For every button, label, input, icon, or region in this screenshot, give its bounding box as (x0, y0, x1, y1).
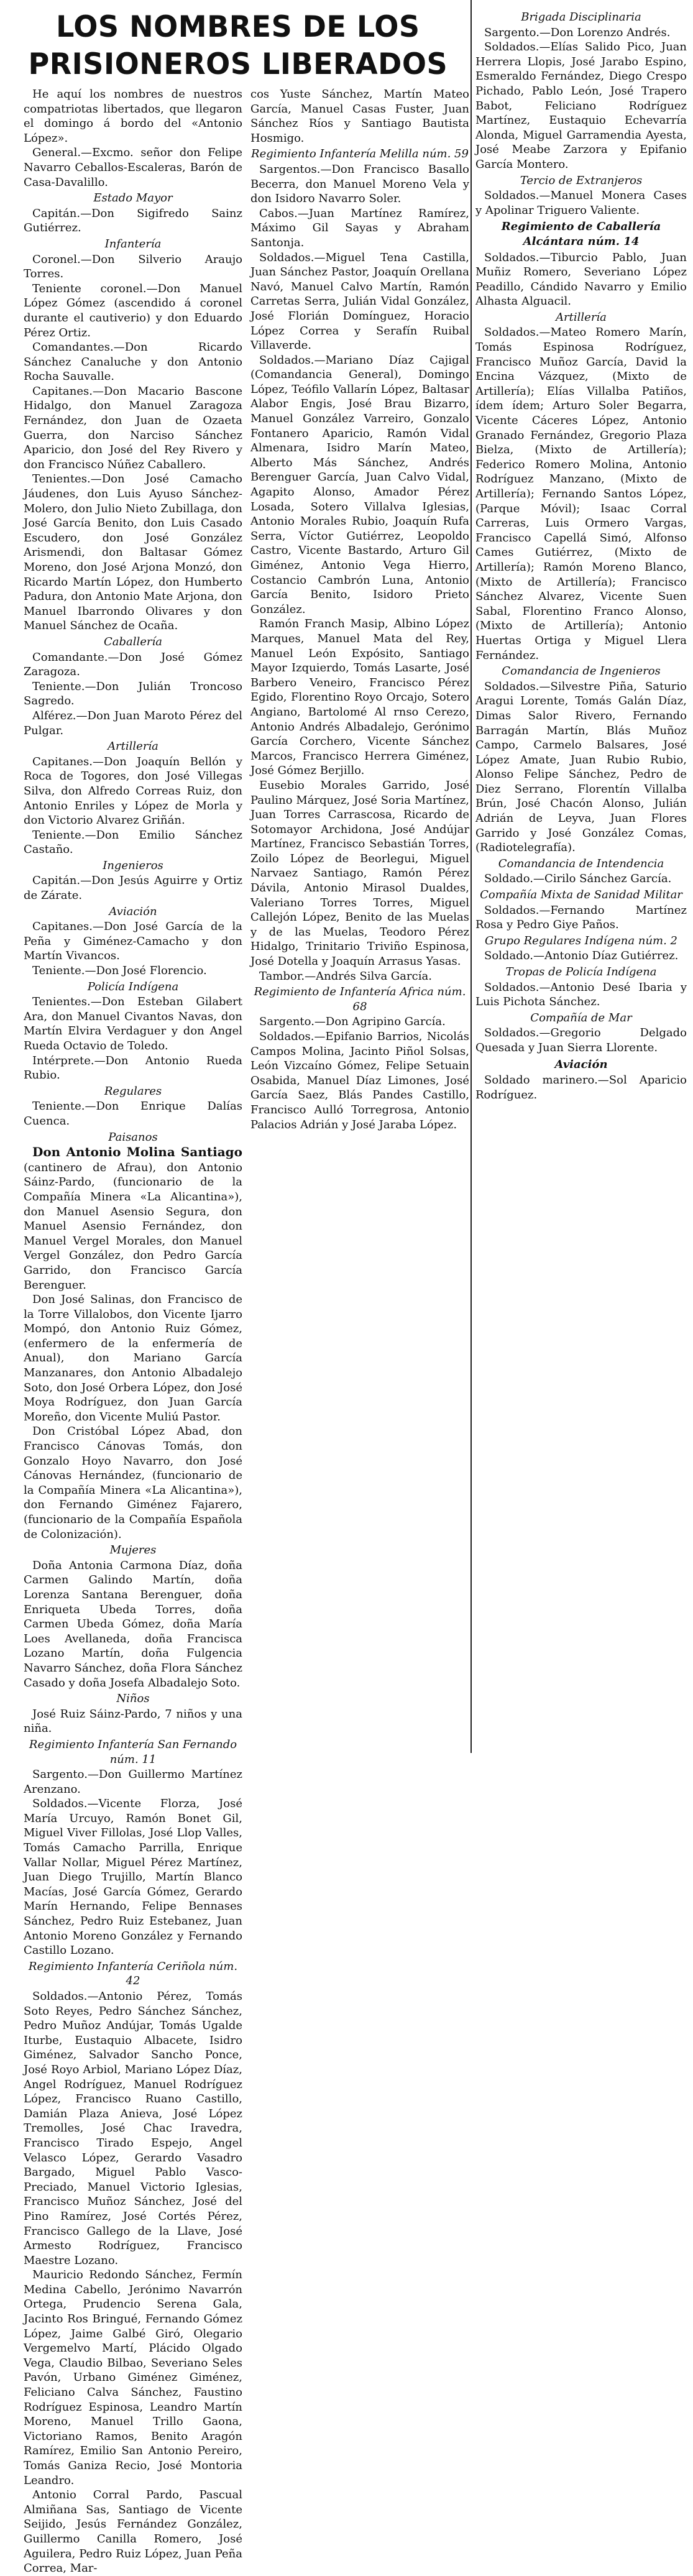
section-heading: Artillería (556, 310, 607, 324)
paragraph: Sargento.—Don Agripino García. (259, 1015, 446, 1029)
paragraph: Intérprete.—Don Antonio Rueda Rubio. (24, 1054, 242, 1082)
paragraph: Soldados.—Tiburcio Pablo, Juan Muñiz Romero, Severiano López Peadillo, Cándido Navarro y Emilio Alhasta Alguacil. (475, 251, 687, 308)
section-heading: Mujeres (109, 1543, 157, 1557)
section-heading: Aviación (109, 904, 157, 918)
section-heading: Regimiento de Caballería Alcántara núm. 14 (501, 220, 661, 248)
paragraph: Teniente.—Don Julián Troncoso Sagredo. (24, 679, 242, 708)
section-heading: Grupo Regulares Indígena núm. 2 (484, 934, 678, 947)
section-heading: Caballería (103, 635, 163, 648)
section-heading: Policía Indígena (87, 980, 179, 993)
paragraph: Teniente.—Don José Florencio. (32, 964, 207, 978)
paragraph: Soldados.—Antonio Desé Ibaria y Luis Pichota Sánchez. (475, 980, 687, 1009)
paragraph: Soldados.—Silvestre Piña, Saturio Aragui Lorente, Tomás Galán Díaz, Dimas Salor Rivero, Fernando Barragán Martín, Blás Muñoz Campo, Carmelo Balsares, José López Amate, Juan Rubio Rubio, Alonso Felipe Sánchez, Pedro de Diez Serrano, Florentín Villalba Brún, José Chacón Alonso, Julián Adrián de Leyva, Juan Flores Garrido y José González Comas, (Radiotelegrafía). (475, 679, 687, 855)
section-heading: Niños (116, 1692, 150, 1706)
column-3 (475, 9, 687, 1102)
paragraph: Teniente.—Don Enrique Dalías Cuenca. (24, 1100, 242, 1128)
paragraph-text: (cantinero de Afrau), don Antonio Sáinz-Pardo, (funcionario de la Compañía Minera «La Alicantina»), don Manuel Asensio Segura, don Manuel Asensio Fernández, don Manuel Vergel Morales, don Manuel Vergel González, don Pedro García Garrido, don Francisco García Berenguer. (24, 1161, 242, 1292)
paragraph: Don Cristóbal López Abad, don Francisco Cánovas Tomás, don Gonzalo Hoyo Navarro, don José Cánovas Hernández, (funcionario de la Compañía Minera «La Alicantina»), don Fernando Giménez Fajarero, (funcionario de la Compañía Española de Colonización). (24, 1425, 242, 1541)
paragraph: Soldados.—Mateo Romero Marín, Tomás Espinosa Rodríguez, Francisco Muñoz García, David la Encina Vázquez, (Mixto de Artillería); Elías Villalba Patiños, ídem ídem; Arturo Soler Begarra, Vicente Cáceres López, Antonio Granado Fernández, Gregorio Plaza Bielza, (Mixto de Artillería); Federico Romero Molina, Antonio Rodríguez Manzano, (Mixto de Artillería); Fernando Santos López, (Parque Móvil); Isaac Corral Carreras, Luis Ormero Vargas, Francisco Capellá Simó, Alfonso Cames Gutiérrez, (Mixto de Artillería); Ramón Moreno Blanco, (Mixto de Artillería); Francisco Sánchez Alvarez, Vicente Suen Sabal, Florentino Franco Alonso, (Mixto de Artillería); Antonio Huertas Ortiga y Miguel Llera Fernández. (475, 326, 687, 662)
paragraph: Cabos.—Juan Martínez Ramírez, Máximo Gil Sayas y Abraham Santonja. (250, 206, 469, 249)
section-heading: Compañía de Mar (530, 1011, 632, 1024)
paragraph: Soldados.—Antonio Pérez, Tomás Soto Reyes, Pedro Sánchez Sánchez, Pedro Muñoz Andújar, Tomás Ugalde Iturbe, Eustaquio Albacete, Isidro Giménez, Salvador Sancho Ponce, José Royo Arbiol, Mariano López Díaz, Angel Rodríguez, Manuel Rodríguez López, Francisco Ruano Castillo, Damián Plaza Anieva, José López Tremolles, José Chac Iravedra, Francisco Tirado Espejo, Angel Velasco López, Gerardo Vasadro Bargado, Miguel Pablo Vasco-Preciado, Manuel Victorio Iglesias, Francisco Muñoz Sánchez, José del Pino Ramírez, José Cortés Pérez, Francisco Gallego de la Llave, José Armesto Rodríguez, Francisco Maestre Lozano. (24, 1990, 242, 2267)
paragraph: Soldados.—Epifanio Barrios, Nicolás Campos Molina, Jacinto Piñol Solsas, León Vizcaíno Gómez, Felipe Setuain Osabida, Manuel Díaz Limones, José García Saez, Blás Pandes Castillo, Francisco Aulló Torregrosa, Antonio Palacios Adrián y José Jaraba López. (250, 1030, 469, 1131)
paragraph: Soldados.—Elías Salido Pico, Juan Herrera Llopis, José Jarabo Espino, Esmeraldo Fernández, Diego Crespo Pichado, Pablo León, José Trapero Babot, Feliciano Rodríguez Martínez, Eustaquio Echevarría Alonda, Miguel Garramendia Ayesta, José Meabe Zarzora y Epifanio García Montero. (475, 40, 687, 171)
paragraph: Sargentos.—Don Francisco Basallo Becerra, don Manuel Moreno Vela y don Isidoro Navarro Soler. (250, 162, 469, 206)
paragraph: Soldados.—Miguel Tena Castilla, Juan Sánchez Pastor, Joaquín Orellana Navó, Manuel Calvo Martín, Ramón Carretas Serra, Julián Vidal González, José Florián Domínguez, Horacio López Correa y Serafín Ruibal Villaverde. (250, 251, 469, 352)
section-heading: Estado Mayor (93, 191, 173, 205)
paragraph: Soldado marinero.—Sol Aparicio Rodríguez. (475, 1074, 687, 1102)
paragraph: Tenientes.—Don Esteban Gilabert Ara, don Manuel Civantos Navas, don Martín Elvira Verdaguer y don Angel Rueda Octavio de Toledo. (24, 995, 242, 1052)
paragraph: Teniente coronel.—Don Manuel López Gómez (ascendido á coronel durante el cautiverio) y don Eduardo Pérez Ortiz. (24, 282, 242, 339)
section-heading: Regimiento Infantería Ceriñola núm. 42 (28, 1959, 238, 1988)
section-heading: Regimiento de Infantería Africa núm. 68 (254, 985, 466, 1013)
section-heading: Comandancia de Ingenieros (502, 665, 661, 678)
paragraph: cos Yuste Sánchez, Martín Mateo García, Manuel Casas Fuster, Juan Sánchez Ríos y Santiago Bautista Hosmigo. (250, 88, 469, 145)
paragraph: Soldados.—Manuel Monera Cases y Apolinar Triguero Valiente. (475, 189, 687, 217)
section-heading: Tercio de Extranjeros (520, 173, 643, 187)
section-heading: Infantería (104, 237, 162, 251)
paragraph: Capitán.—Don Sigifredo Sainz Gutiérrez. (24, 206, 242, 235)
paragraph: Capitanes.—Don José García de la Peña y Giménez-Camacho y don Martín Vivancos. (24, 920, 242, 963)
column-rule-right (470, 0, 472, 1753)
section-heading: Regimiento Infantería Melilla núm. 59 (251, 147, 469, 161)
paragraph: Comandantes.—Don Ricardo Sánchez Canaluche y don Antonio Rocha Sauvalle. (24, 341, 242, 384)
paragraph: Comandante.—Don José Gómez Zaragoza. (24, 650, 242, 679)
paragraph: Don José Salinas, don Francisco de la Torre Villalobos, don Vicente Ijarro Mompó, don Antonio Ruiz Gómez, (enfermero de la enfermería de Anual), don Mariano García Manzanares, don Antonio Albadalejo Soto, don José Orbera López, don José Moya Rodríguez, don Juan García Moreño, don Vicente Muliú Pastor. (24, 1293, 242, 1424)
paragraph: He aquí los nombres de nuestros compatriotas libertados, que llegaron el domingo á bordo del «Antonio López». (24, 88, 242, 145)
paragraph: Capitanes.—Don Macario Bascone Hidalgo, don Manuel Zaragoza Fernández, don Juan de Ozaeta Guerra, don Narciso Sánchez Aparicio, don José del Rey Rivero y don Francisco Núñez Caballero. (24, 384, 242, 471)
paragraph: Soldados.—Mariano Díaz Cajigal (Comandancia General), Domingo López, Teófilo Vallarín López, Baltasar Alabor Engis, José Brau Bizarro, Manuel González Varreiro, Gonzalo Fontanero Aparicio, Ramón Vidal Almenara, Isidro Marín Mateo, Alberto Más Sánchez, Andrés Berenguer García, Juan Calvo Vidal, Agapito Alonso, Amador Pérez Losada, Sotero Villalva Iglesias, Antonio Morales Rubio, Joaquín Rufa Serra, Víctor Gutiérrez, Leopoldo Castro, Vicente Bastardo, Arturo Gil Giménez, Antonio Vega Hierro, Costancio Cambrón Luna, Antonio García Benito, Isidoro Prieto González. (250, 353, 469, 616)
paragraph: Soldado.—Cirilo Sánchez García. (484, 872, 672, 886)
paragraph: Mauricio Redondo Sánchez, Fermín Medina Cabello, Jerónimo Navarrón Ortega, Prudencio Serena Gala, Jacinto Ros Bringué, Fernando Gómez López, Jaime Galbé Giró, Olegario Vergemelvo Martí, Plácido Olgado Vega, Claudio Bilbao, Severiano Seles Pavón, Urbano Giménez Giménez, Feliciano Calva Sánchez, Faustino Rodríguez Espinosa, Leandro Martín Moreno, Manuel Trillo Gaona, Victoriano Ramos, Benito Aragón Ramírez, Emilio San Antonio Pereiro, Tomás Ganiza Recio, José Montoria Leandro. (24, 2268, 242, 2487)
paragraph: General.—Excmo. señor don Felipe Navarro Ceballos-Escaleras, Barón de Casa-Davalillo. (24, 146, 242, 189)
paragraph (24, 1145, 242, 1292)
section-heading: Tropas de Policía Indígena (505, 965, 657, 978)
paragraph: Tenientes.—Don José Camacho Jáudenes, don Luis Ayuso Sánchez-Molero, don Julio Nieto Zubillaga, don José García Benito, don Luis Casado Escudero, don José González Arismendi, don Baltasar Gómez Moreno, don José Arjona Monzó, don Ricardo Martín López, don Humberto Padura, don Antonio Mate Arjona, don Manuel Ibarrondo Olivares y don Manuel Sánchez de Ocaña. (24, 472, 242, 633)
section-heading: Comandancia de Intendencia (498, 857, 664, 870)
paragraph: Soldados.—Fernando Martínez Rosa y Pedro Giye Paños. (475, 903, 687, 932)
paragraph: José Ruiz Sáinz-Pardo, 7 niños y una niña. (24, 1707, 242, 1736)
paragraph: Ramón Franch Masip, Albino López Marques, Manuel Mata del Rey, Manuel León Expósito, Santiago Mayor Izquierdo, Tomás Lasarte, José Barbero Veneiro, Francisco Pérez Egido, Florentino Royo Orcajo, Sotero Angiano, Bartolomé Al rnso Cerezo, Antonio Andrés Albadalejo, Gerónimo García Corchero, Vicente Sánchez Marcos, Francisco Herrera Giménez, José Gómez Berjillo. (250, 617, 469, 778)
section-heading: Artillería (108, 740, 158, 753)
section-heading: Compañía Mixta de Sanidad Militar (480, 888, 682, 902)
paragraph: Eusebio Morales Garrido, José Paulino Márquez, José Soria Martínez, Juan Torres Carrascosa, Ricardo de Sotomayor Archidona, José Andújar Martínez, Francisco Sebastián Torres, Zoilo López de Beorlegui, Miguel Narvaez Santiago, Ramón Pérez Dávila, Antonio Mirasol Dualdes, Valeriano Torres Torres, Miguel Callejón López, Benito de las Muelas y de las Muelas, Teodoro Pérez Hidalgo, Trinitario Triviño Espinosa, José Dotella y Joaquín Arrasus Yasas. (250, 778, 469, 968)
section-heading: Ingenieros (103, 858, 163, 872)
column-1 (24, 87, 242, 2576)
paragraph: Capitanes.—Don Joaquín Bellón y Roca de Togores, don José Villegas Silva, don Alfredo Correas Ruiz, don Antonio Enriles y López de Morla y don Victorio Alvarez Griñán. (24, 755, 242, 827)
paragraph: Soldado.—Antonio Díaz Gutiérrez. (484, 949, 679, 963)
section-heading: Regimiento Infantería San Fernando núm. 11 (29, 1737, 237, 1766)
section-heading: Brigada Disciplinaria (521, 11, 641, 24)
paragraph: Sargento.—Don Guillermo Martínez Arenzano. (24, 1768, 242, 1796)
paragraph: Antonio Corral Pardo, Pascual Almiñana Sas, Santiago de Vicente Seijido, Jesús Fernández González, Guillermo Canilla Romero, José Aguilera, Pedro Ruiz López, Juan Peña Correa, Mar- (24, 2488, 242, 2575)
section-heading: Aviación (554, 1057, 608, 1071)
paragraph: Alférez.—Don Juan Maroto Pérez del Pulgar. (24, 709, 242, 737)
paragraph: Coronel.—Don Silverio Araujo Torres. (24, 252, 242, 281)
paragraph: Tambor.—Andrés Silva García. (259, 969, 432, 983)
paragraph: Doña Antonia Carmona Díaz, doña Carmen Galindo Martín, doña Lorenza Santana Berenguer, doña Enriqueta Ubeda Torres, doña Carmen Ubeda Gómez, doña María Loes Avellaneda, doña Francisca Lozano Martín, doña Fulgencia Navarro Sánchez, doña Flora Sánchez Casado y doña Josefa Albadalejo Soto. (24, 1558, 242, 1690)
lead-name: Don Antonio Molina Santiago (32, 1144, 242, 1160)
paragraph: Soldados.—Gregorio Delgado Quesada y Juan Sierra Llorente. (475, 1026, 687, 1054)
section-heading: Paisanos (108, 1130, 158, 1144)
paragraph: Soldados.—Vicente Florza, José María Urcuyo, Ramón Bonet Gil, Miguel Viver Fillolas, José Llop Valles, Tomás Camacho Parrilla, Enrique Vallar Nollar, Miguel Pérez Martínez, Juan Diego Trujillo, Martín Blanco Macías, José García Gómez, Gerardo Marín Hernando, Felipe Bennases Sánchez, Pedro Ruiz Estebanez, Juan Antonio Moreno González y Fernando Castillo Lozano. (24, 1797, 242, 1957)
paragraph: Capitán.—Don Jesús Aguirre y Ortiz de Zárate. (24, 874, 242, 903)
section-heading: Regulares (104, 1084, 162, 1098)
paragraph: Sargento.—Don Lorenzo Andrés. (484, 25, 671, 39)
headline: LOS NOMBRES DE LOS PRISIONEROS LIBERADOS (28, 10, 448, 81)
column-2 (250, 87, 469, 1132)
paragraph: Teniente.—Don Emilio Sánchez Castaño. (24, 828, 242, 857)
